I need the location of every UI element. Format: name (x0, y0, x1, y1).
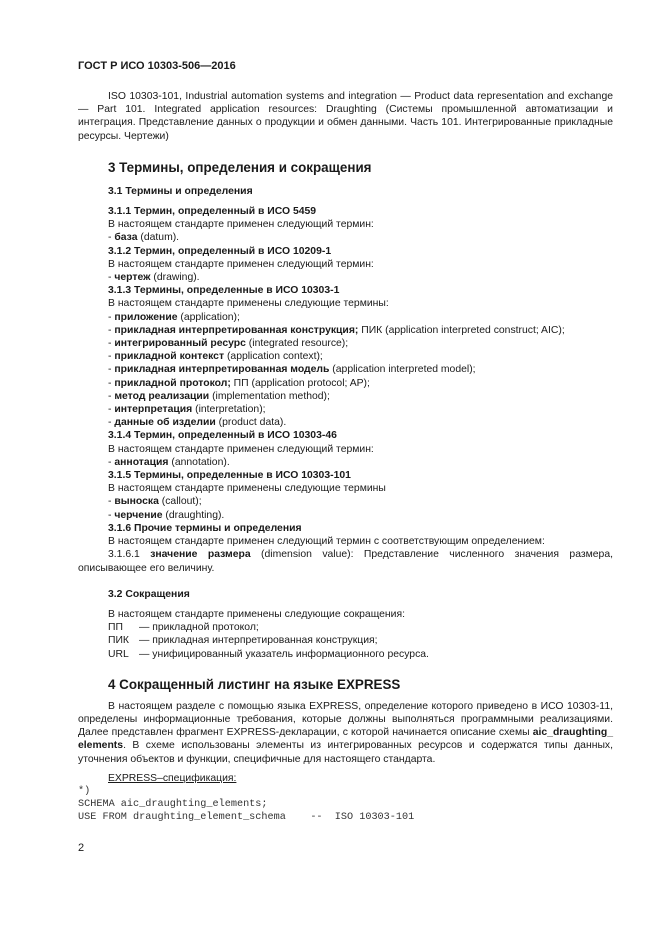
term-def: (callout); (158, 496, 202, 508)
term-def: ПИК (application interpreted construct; AIC); (358, 324, 565, 336)
term-def: (application context); (224, 351, 323, 363)
term-item: - прикладная интерпретированная модель (application interpreted model); (108, 364, 476, 376)
term-name: метод реализации (114, 390, 210, 402)
abbreviation-row (108, 621, 613, 634)
term-name: значение размера (150, 549, 251, 561)
term-name: чертеж (114, 272, 151, 284)
section-4-text-a: В настоящем разделе с помощью языка EXPRESS, определение которого приведено в ИСО 10303-11, определены информационные требования, которые должны выполняться программными реализациями. Далее представлен фрагмент EXPRESS-декларации, с которой начинается описание схемы (78, 700, 613, 739)
section-3-1-6-intro: В настоящем стандарте применен следующий термин с соответствующим определением: (108, 536, 545, 548)
term-item: - аннотация (annotation). (108, 456, 230, 468)
section-3-1-4-title: 3.1.4 Термин, определенный в ИСО 10303-46 (108, 430, 337, 442)
term-def: (application interpreted model); (329, 364, 476, 376)
section-3-1-title: 3.1 Термины и определения (108, 185, 253, 197)
term-item: - метод реализации (implementation method); (108, 390, 330, 402)
abbreviation-text: — прикладная интерпретированная конструкция; (139, 635, 378, 647)
term-item: - чертеж (drawing). (108, 272, 200, 284)
section-4-paragraph (78, 700, 613, 766)
section-3-1-6 (78, 522, 613, 575)
term-name: приложение (114, 311, 178, 323)
term-def: (interpretation); (192, 404, 266, 416)
term-name: прикладная интерпретированная модель (114, 364, 330, 376)
definition-paragraph (78, 548, 613, 574)
term-item: - выноска (callout); (108, 496, 202, 508)
abbreviation: ПП (108, 622, 123, 634)
term-item: - черчение (draughting). (108, 509, 225, 521)
section-3-1-5-title: 3.1.5 Термины, определенные в ИСО 10303-101 (108, 470, 351, 482)
term-def: (annotation). (168, 456, 230, 468)
schema-name: aic_draughting_ elements (78, 727, 613, 752)
term-def: (product data). (215, 417, 287, 429)
term-item: - прикладной протокол; ПП (application protocol; AP); (108, 377, 370, 389)
document-header: ГОСТ Р ИСО 10303-506—2016 (78, 60, 236, 72)
term-item: - данные об изделии (product data). (108, 417, 287, 429)
term-name: данные об изделии (114, 417, 216, 429)
code-line: USE FROM draughting_element_schema -- ISO 10303-101 (78, 812, 415, 824)
term-item: - прикладной контекст (application context); (108, 351, 323, 363)
term-name: выноска (114, 496, 159, 508)
term-item: - прикладная интерпретированная конструкция; ПИК (application interpreted construct; AIC); (108, 324, 565, 336)
abbreviation: ПИК (108, 635, 129, 647)
code-line: SCHEMA aic_draughting_elements; (78, 799, 268, 811)
section-3-1-1 (108, 205, 613, 245)
term-name: интерпретация (114, 404, 193, 416)
abbreviation-text: — унифицированный указатель информационного ресурса. (139, 648, 429, 660)
term-def: (drawing). (150, 272, 200, 284)
term-def: (application); (177, 311, 240, 323)
express-spec-label: EXPRESS–спецификация: (108, 772, 237, 784)
code-line: *) (78, 785, 91, 797)
section-3-1-4 (108, 429, 613, 469)
section-4-text-b: . В схеме использованы элементы из интегрированных ресурсов и содержатся типы данных, уточнения объектов и функции, специфичные для настоящего стандарта. (78, 740, 613, 765)
term-def: ПП (application protocol; AP); (230, 377, 370, 389)
section-3-1-4-intro: В настоящем стандарте применен следующий термин: (108, 443, 374, 455)
term-def: (implementation method); (209, 390, 330, 402)
term-item: - интегрированный ресурс (integrated resource); (108, 338, 349, 350)
section-3-1-2 (108, 245, 613, 285)
section-3-1-1-title: 3.1.1 Термин, определенный в ИСО 5459 (108, 206, 317, 218)
section-3-1-3-intro: В настоящем стандарте применены следующие термины: (108, 298, 389, 310)
term-name: база (114, 232, 138, 244)
term-item: - приложение (application); (108, 311, 240, 323)
section-3-title: 3 Термины, определения и сокращения (108, 159, 372, 175)
term-def: (integrated resource); (245, 338, 349, 350)
term-name: прикладная интерпретированная конструкция; (114, 324, 359, 336)
abbreviation-text: — прикладной протокол; (139, 622, 259, 634)
section-3-1-3 (108, 284, 613, 429)
term-item: - база (datum). (108, 232, 180, 244)
section-3-2-intro: В настоящем стандарте применены следующие сокращения: (108, 608, 405, 620)
section-3-1-2-intro: В настоящем стандарте применен следующий термин: (108, 258, 374, 270)
page-content (78, 90, 613, 825)
section-3-1-5 (108, 469, 613, 522)
section-3-1-5-intro: В настоящем стандарте применены следующие термины (108, 483, 386, 495)
page-number: 2 (78, 842, 85, 854)
section-3-2-title: 3.2 Сокращения (108, 588, 190, 600)
term-name: прикладной протокол; (114, 377, 231, 389)
term-def: (dimension value): Представление численного значения размера, описывающее его величину. (78, 549, 613, 574)
term-def: (datum). (137, 232, 180, 244)
term-item: - интерпретация (interpretation); (108, 404, 266, 416)
abbreviation: URL (108, 648, 129, 660)
section-3-1-6-title: 3.1.6 Прочие термины и определения (108, 522, 302, 534)
section-3-1-2-title: 3.1.2 Термин, определенный в ИСО 10209-1 (108, 245, 332, 257)
term-name: прикладной контекст (114, 351, 225, 363)
section-4-title: 4 Сокращенный листинг на языке EXPRESS (108, 676, 401, 692)
term-def: (draughting). (162, 509, 225, 521)
term-name: аннотация (114, 456, 169, 468)
section-3-1-1-intro: В настоящем стандарте применен следующий термин: (108, 219, 374, 231)
abbreviation-row (108, 634, 613, 647)
abbreviation-row (108, 648, 613, 661)
term-name: интегрированный ресурс (114, 338, 246, 350)
definition-number: 3.1.6.1 (108, 549, 151, 561)
term-name: черчение (114, 509, 163, 521)
section-3-1-3-title: 3.1.3 Термины, определенные в ИСО 10303-1 (108, 285, 340, 297)
reference-paragraph: ISO 10303-101, Industrial automation systems and integration — Product data representation and exchange — Part 101. Integrated application resources: Draughting (Системы промышленной автоматизации и интеграция. Представление данных о продукции и обмен данными. Часть 101. Интегрированные прикладные ресурсы. Чертежи) (78, 91, 613, 142)
